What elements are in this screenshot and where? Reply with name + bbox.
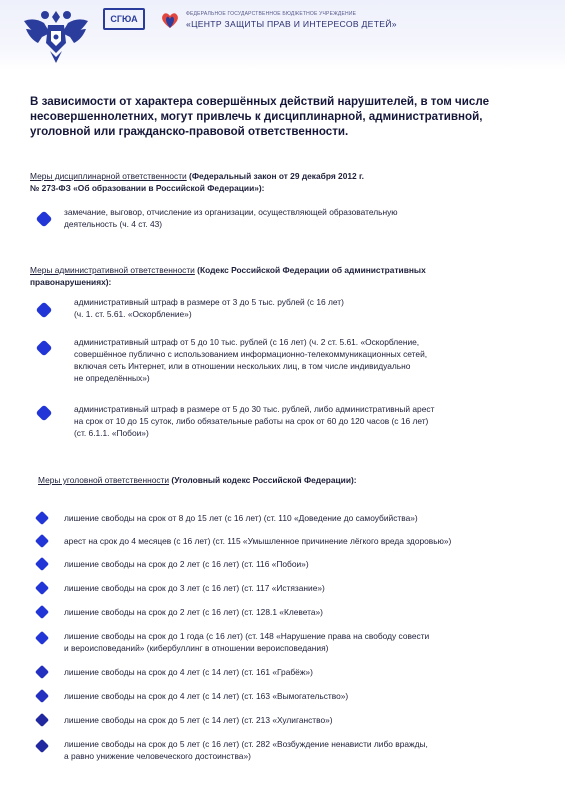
item-text: административный штраф в размере от 5 до 30 тыс. рублей, либо административный арест	[74, 404, 435, 414]
item-text: лишение свободы на срок до 3 лет (с 16 лет) (ст. 117 «Истязание»)	[64, 583, 325, 593]
page-header	[0, 0, 565, 70]
criminal-heading	[38, 474, 538, 486]
org-name-line2: «ЦЕНТР ЗАЩИТЫ ПРАВ И ИНТЕРЕСОВ ДЕТЕЙ»	[186, 19, 397, 29]
item-text: (ч. 1. ст. 5.61. «Оскорбление»)	[74, 309, 192, 319]
item-text: и вероисповеданий» (кибербуллинг в отношении вероисповедания)	[64, 643, 329, 653]
administrative-heading	[30, 264, 530, 288]
double-headed-eagle-icon	[20, 3, 92, 67]
item-text: совершённое публично с использованием информационно-телекоммуникационных сетей,	[74, 349, 428, 359]
item-text: лишение свободы на срок до 2 лет (с 16 лет) (ст. 116 «Побои»)	[64, 559, 309, 569]
diamond-bullet-icon	[35, 557, 49, 571]
diamond-bullet-icon	[35, 689, 49, 703]
org-name	[186, 11, 536, 30]
item-text: лишение свободы на срок до 5 лет (с 14 лет) (ст. 213 «Хулиганство»)	[64, 715, 333, 725]
diamond-bullet-icon	[36, 211, 53, 228]
org-name-line1: ФЕДЕРАЛЬНОЕ ГОСУДАРСТВЕННОЕ БЮДЖЕТНОЕ УЧРЕЖДЕНИЕ	[186, 11, 357, 17]
diamond-bullet-icon	[35, 534, 49, 548]
disciplinary-heading	[30, 170, 530, 194]
diamond-bullet-icon	[35, 605, 49, 619]
disciplinary-title: Меры дисциплинарной ответственности	[30, 171, 187, 181]
item-text: лишение свободы на срок до 4 лет (с 14 лет) (ст. 163 «Вымогательство»)	[64, 691, 349, 701]
item-text: не определённых»)	[74, 373, 150, 383]
diamond-bullet-icon	[35, 511, 49, 525]
heart-logo-icon	[160, 10, 180, 30]
diamond-bullet-icon	[35, 713, 49, 727]
item-text: лишение свободы на срок от 8 до 15 лет (с 16 лет) (ст. 110 «Доведение до самоубийства»)	[64, 513, 418, 523]
disciplinary-source-2: № 273-ФЗ «Об образовании в Российской Федерации»):	[30, 183, 265, 193]
criminal-source: (Уголовный кодекс Российской Федерации):	[169, 475, 357, 485]
item-text: включая сеть Интернет, или в отношении нескольких лиц, в том числе индивидуально	[74, 361, 411, 371]
diamond-bullet-icon	[35, 739, 49, 753]
diamond-bullet-icon	[36, 405, 53, 422]
item-text: лишение свободы на срок до 2 лет (с 16 лет) (ст. 128.1 «Клевета»)	[64, 607, 323, 617]
sgioa-logo	[103, 8, 147, 37]
item-text: лишение свободы на срок до 1 года (с 16 лет) (ст. 148 «Нарушение права на свободу совести	[64, 631, 430, 641]
diamond-bullet-icon	[35, 665, 49, 679]
diamond-bullet-icon	[36, 340, 53, 357]
item-text: арест на срок до 4 месяцев (с 16 лет) (ст. 115 «Умышленное причинение лёгкого вреда здоровью»)	[64, 536, 452, 546]
disciplinary-source-1: (Федеральный закон от 29 декабря 2012 г.	[186, 171, 364, 181]
item-text: на срок от 10 до 15 суток, либо обязательные работы на срок от 60 до 120 часов (с 16 лет)	[74, 416, 429, 426]
diamond-bullet-icon	[35, 581, 49, 595]
intro-paragraph: В зависимости от характера совершённых действий нарушителей, в том числе несовершеннолетних, могут привлечь к дисциплинарной, административной, уголовной или гражданско-правовой ответственности.	[30, 95, 490, 138]
item-text: (ст. 6.1.1. «Побои»)	[74, 428, 149, 438]
item-text: лишение свободы на срок до 5 лет (с 16 лет) (ст. 282 «Возбуждение ненависти либо вражды,	[64, 739, 428, 749]
criminal-title: Меры уголовной ответственности	[38, 475, 170, 485]
item-text: замечание, выговор, отчисление из организации, осуществляющей образовательную	[64, 207, 398, 217]
item-text: деятельность (ч. 4 ст. 43)	[64, 219, 163, 229]
item-text: а равно унижение человеческого достоинства»)	[64, 751, 251, 761]
administrative-title: Меры административной ответственности	[30, 265, 195, 275]
item-text: административный штраф от 5 до 10 тыс. рублей (с 16 лет) (ч. 2 ст. 5.61. «Оскорбление,	[74, 337, 420, 347]
diamond-bullet-icon	[35, 631, 49, 645]
administrative-source-2: правонарушениях):	[30, 277, 112, 287]
item-text: административный штраф в размере от 3 до 5 тыс. рублей (с 16 лет)	[74, 297, 344, 307]
diamond-bullet-icon	[36, 302, 53, 319]
administrative-source-1: (Кодекс Российской Федерации об административных	[194, 265, 426, 275]
item-text: лишение свободы на срок до 4 лет (с 14 лет) (ст. 161 «Грабёж»)	[64, 667, 313, 677]
sgioa-logo-text: СГЮА	[103, 8, 145, 30]
